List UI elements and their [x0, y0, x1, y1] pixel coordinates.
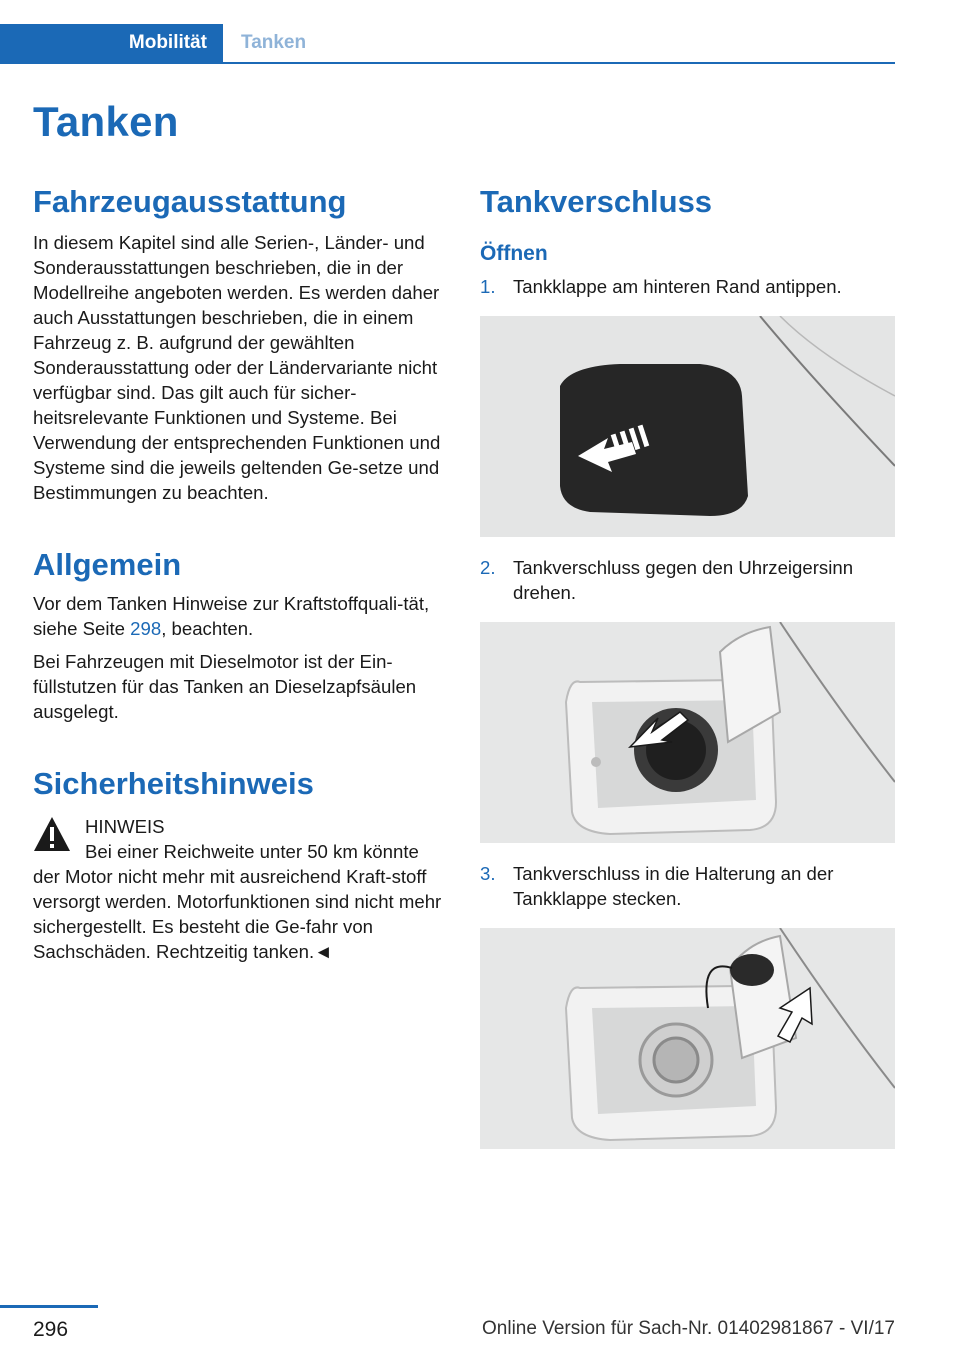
header-bar	[0, 24, 895, 64]
page-link-298[interactable]: 298	[130, 618, 162, 639]
left-column	[33, 182, 449, 964]
right-column	[480, 182, 895, 1149]
fuel-cap-turn-illustration	[480, 622, 895, 843]
warning-label: HINWEIS	[85, 816, 165, 837]
step-text: Tankklappe am hinteren Rand antippen.	[513, 276, 842, 297]
step-text: Tankverschluss in die Halterung an der Tankklappe stecken.	[513, 863, 834, 909]
heading-allgemein: Allgemein	[33, 547, 182, 582]
heading-tankverschluss: Tankverschluss	[480, 184, 713, 219]
allgemein-paragraph-1	[33, 591, 449, 641]
allgemein-text-after: , beachten.	[161, 618, 254, 639]
allgemein-paragraph-2: Bei Fahrzeugen mit Dieselmotor ist der Ein-füllstutzen für das Tanken an Dieselzapfsäulen ausgelegt.	[33, 651, 417, 722]
warning-block	[33, 814, 449, 964]
page-number: 296	[33, 1318, 69, 1341]
fahrzeugausstattung-text: In diesem Kapitel sind alle Serien-, Länder- und Sonderausstattungen beschrieben, die in der Modellreihe angeboten werden. Es werden daher auch Ausstattungen beschrieben, die in einem Fahrzeug z. B. aufgrund der gewählten Sonderausstattung oder der Ländervariante nicht verfügbar sind. Das gilt auch für sicher-heitsrelevante Funktionen und Systeme. Bei Verwendung der entsprechenden Funktionen und Systeme sind die jeweils geltenden Ge-setze und Bestimmungen zu beachten.	[33, 232, 441, 503]
photo-fuel-cap-turn	[480, 622, 895, 843]
heading-fahrzeugausstattung: Fahrzeugausstattung	[33, 184, 347, 219]
subheading-oeffnen: Öffnen	[480, 242, 548, 265]
step-number: 1.	[480, 276, 496, 297]
step-3	[480, 861, 895, 911]
photo-fuel-flap	[480, 316, 895, 537]
fuel-cap-holder-illustration	[480, 928, 895, 1149]
allgemein-text-before: Vor dem Tanken Hinweise zur Kraftstoffquali-tät, siehe Seite	[33, 593, 430, 639]
breadcrumb-tab-mobilitaet[interactable]: Mobilität	[0, 24, 223, 62]
breadcrumb-tab-tanken[interactable]: Tanken	[241, 32, 307, 53]
step-2	[480, 555, 895, 605]
step-1	[480, 274, 895, 299]
warning-triangle-icon	[33, 816, 71, 852]
step-number: 2.	[480, 557, 496, 578]
footer-accent-line	[0, 1305, 98, 1308]
step-text: Tankverschluss gegen den Uhrzeigersinn drehen.	[513, 557, 854, 603]
page-title: Tanken	[33, 98, 179, 145]
step-number: 3.	[480, 863, 496, 884]
fuel-flap-illustration	[480, 316, 895, 537]
heading-sicherheitshinweis: Sicherheitshinweis	[33, 766, 314, 801]
footer-version-text: Online Version für Sach-Nr. 01402981867 - VI/17	[482, 1318, 895, 1339]
photo-fuel-cap-holder	[480, 928, 895, 1149]
warning-text: Bei einer Reichweite unter 50 km könnte der Motor nicht mehr mit ausreichend Kraft-stoff versorgt werden. Motorfunktionen sind nicht mehr sichergestellt. Es besteht die Ge-fahr von Sachschäden. Rechtzeitig tanken.◄	[33, 841, 442, 962]
